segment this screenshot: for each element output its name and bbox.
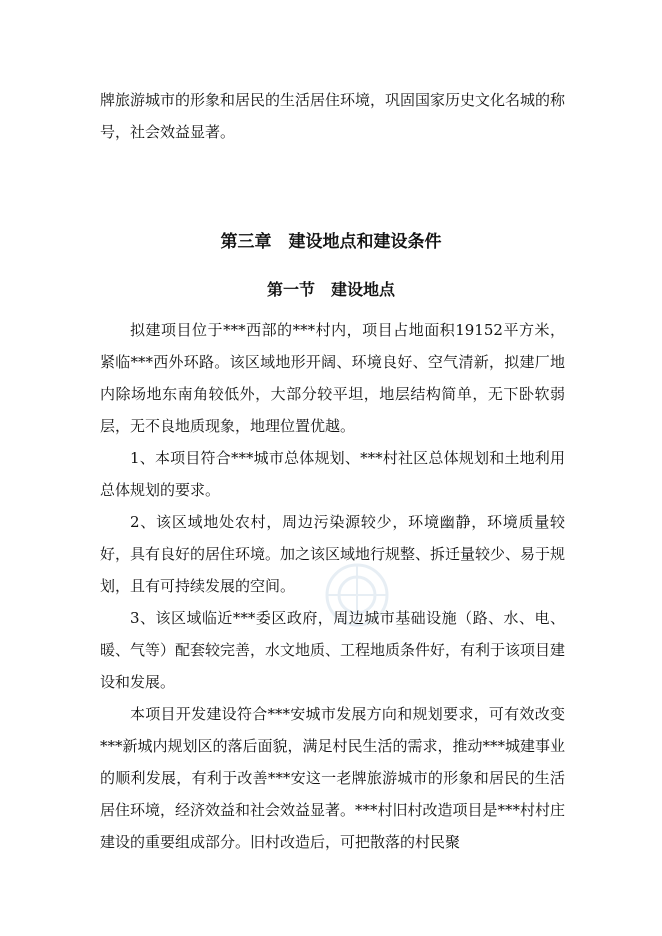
paragraph-summary: 本项目开发建设符合***安城市发展方向和规划要求，可有效改变***新城内规划区的落后面貌，满足村民生活的需求，推动***城建事业的顺利发展，有利于改善***安这一老牌旅游城市的形象和居民的生活居住环境，经济效益和社会效益显著。***村旧村改造项目是***村村庄建设的重要组成部分。旧村改造后，可把散落的村民聚 xyxy=(100,705,566,851)
paragraph-point-2: 2、该区域地处农村，周边污染源较少，环境幽静，环境质量较好，具有良好的居住环境。加之该区域地行规整、拆迁量较少、易于规划，且有可持续发展的空间。 xyxy=(100,513,566,595)
paragraph-point-3: 3、该区域临近***委区政府，周边城市基础设施（路、水、电、暖、气等）配套较完善，水文地质、工程地质条件好，有利于该项目建设和发展。 xyxy=(100,609,566,691)
chapter-title: 第三章 建设地点和建设条件 xyxy=(220,232,442,252)
paragraph-location: 拟建项目位于***西部的***村内，项目占地面积19152平方米，紧临***西外环路。该区域地形开阔、环境良好、空气清新，拟建厂地内除场地东南角较低外，大部分较平坦，地层结构简单，无下卧软弱层，无不良地质现象，地理位置优越。 xyxy=(100,321,565,435)
section-title: 第一节 建设地点 xyxy=(266,280,395,299)
paragraph-point-1: 1、本项目符合***城市总体规划、***村社区总体规划和土地利用总体规划的要求。 xyxy=(100,449,565,499)
intro-continuation-paragraph: 牌旅游城市的形象和居民的生活居住环境，巩固国家历史文化名城的称号，社会效益显著。 xyxy=(100,91,566,141)
